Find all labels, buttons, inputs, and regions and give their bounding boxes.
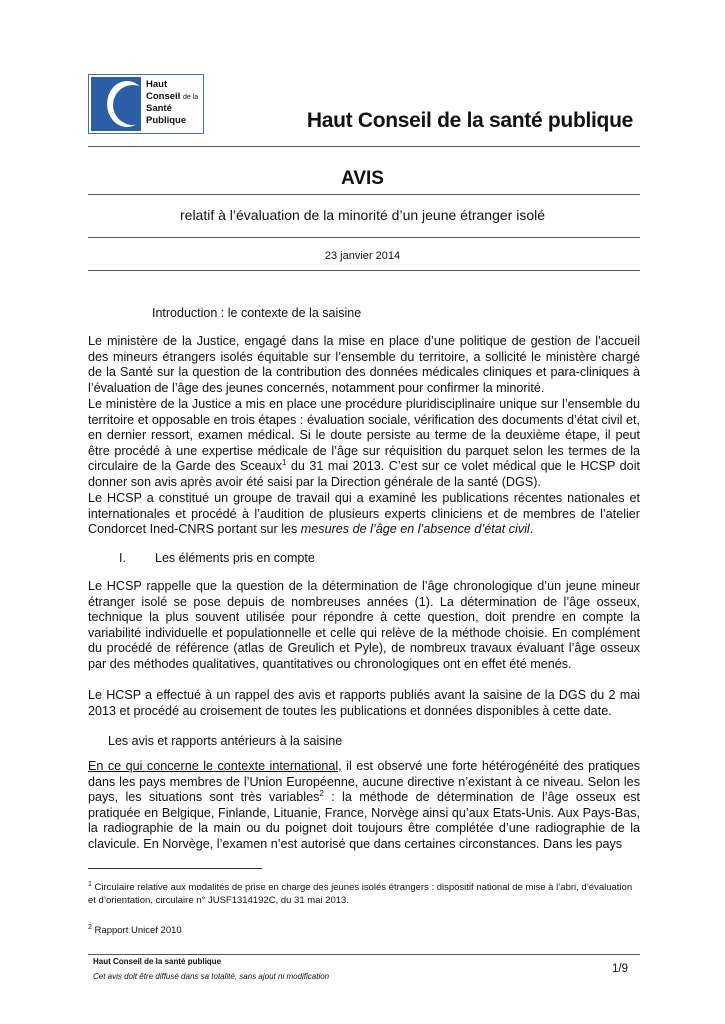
text-run: Le HCSP a constitué un groupe de travail qui a examiné les publications récentes nationales et internationales et procédé à l’audition de plusieurs experts cliniciens et de membres de l’atelier Condorcet Ined-CNRS portant sur les xyxy=(88,491,640,537)
divider xyxy=(88,237,640,238)
section-number: I. xyxy=(119,551,126,565)
document-type: AVIS xyxy=(341,168,384,189)
footnote-1 xyxy=(88,878,640,907)
hcsp-logo xyxy=(88,74,204,134)
footnote-separator xyxy=(88,868,262,869)
text-run: du 31 mai 2013. C’est sur ce volet médical que le HCSP doit donner son avis après avoir été saisi par la Direction générale de la santé (DGS). xyxy=(88,459,640,489)
page-title: Haut Conseil de la santé publique xyxy=(306,109,633,132)
text-run: : la méthode de détermination de l’âge osseux est pratiquée en Belgique, Finlande, Lituanie, France, Norvège ainsi qu’aux Etats-Unis. Aux Pays-Bas, la radiographie de la main ou du poignet doit toujours être complétée d’une radiographie de la clavicule. En Norvège, l’examen n’est autorisé que dans certaines circonstances. Dans les pays xyxy=(88,790,640,851)
section-heading: Les éléments pris en compte xyxy=(155,551,315,565)
footnote-ref-1[interactable]: 1 xyxy=(281,458,287,468)
page-number: 1/9 xyxy=(612,963,628,975)
footnote-number: 1 xyxy=(88,881,92,888)
intro-heading: Introduction : le contexte de la saisine xyxy=(152,306,362,320)
intro-paragraph-1: Le ministère de la Justice, engagé dans la mise en place d’une politique de gestion de l’accueil des mineurs étrangers isolés équitable sur l’ensemble du territoire, a sollicité le ministère chargé de la Santé sur la question de la contribution des données médicales cliniques et para-cliniques à l’évaluation de l’âge des jeunes concernés, notamment pour confirmer la minorité. xyxy=(88,334,640,395)
text-run: . xyxy=(529,522,534,537)
text-run: il est observé une forte hétérogénéité des pratiques dans les pays membres de l’Union Européenne, aucune directive n’existant à ce niveau. Selon les pays, les situations sont très variables xyxy=(88,759,640,805)
logo-line-word: Conseil xyxy=(146,90,181,102)
subsection-heading: Les avis et rapports antérieurs à la saisine xyxy=(108,734,343,748)
section-paragraph-3 xyxy=(88,759,640,853)
logo-line: Haut xyxy=(146,79,168,90)
document-date: 23 janvier 2014 xyxy=(324,250,401,262)
logo-line-small: de la xyxy=(182,93,199,101)
footnote-text: Rapport Unicef 2010 xyxy=(91,925,182,937)
italic-run: mesures de l’âge en l’absence d’état civil xyxy=(300,522,530,537)
logo-line: Publique xyxy=(146,114,187,126)
footnote-text: Circulaire relative aux modalités de prise en charge des jeunes isolés étrangers : dispositif national de mise à l’abri, d’évaluation et d’orientation, circulaire n° JUSF1314192C, du 31 mai 2013. xyxy=(88,882,633,907)
logo-line xyxy=(146,91,198,104)
logo-text xyxy=(146,79,198,126)
footer-organization: Haut Conseil de la santé publique xyxy=(93,957,222,966)
footnote-number: 2 xyxy=(88,924,92,931)
footnote-ref-2[interactable]: 2 xyxy=(319,789,324,798)
divider xyxy=(88,146,640,147)
intro-paragraph-2 xyxy=(88,397,640,491)
footer-notice: Cet avis doit être diffusé dans sa totalité, sans ajout ni modification xyxy=(93,972,330,981)
document-subtitle: relatif à l’évaluation de la minorité d’un jeune étranger isolé xyxy=(180,207,545,223)
footer-divider xyxy=(88,954,640,955)
text-run: Le ministère de la Justice a mis en place une procédure pluridisciplinaire unique sur l’ensemble du territoire et opposable en trois étapes : évaluation sociale, vérification des documents d’état civil et, en dernier ressort, examen médical. Si le doute persiste au terme de la deuxième étape, il peut être procédé à une expertise médicale de l’âge sur réquisition du parquet selon les termes de la circulaire de la Garde des Sceaux xyxy=(88,397,640,474)
divider xyxy=(88,194,640,195)
divider xyxy=(88,270,640,271)
intro-paragraph-3 xyxy=(88,491,640,538)
underlined-run: En ce qui concerne le contexte international, xyxy=(88,759,342,773)
footnote-2 xyxy=(88,921,640,937)
logo-line: Santé xyxy=(146,103,172,115)
logo-emblem-icon xyxy=(91,77,141,131)
section-paragraph-1: Le HCSP rappelle que la question de la détermination de l’âge chronologique d’un jeune mineur étranger isolé se pose depuis de nombreuses années (1). La détermination de l’âge osseux, technique la plus souvent utilisée pour répondre à cette question, doit prendre en compte la variabilité individuelle et populationnelle et celle qui relève de la méthode choisie. En complément du procédé de référence (atlas de Greulich et Pyle), de nombreux travaux évaluant l’âge osseux par des méthodes qualitatives, quantitatives ou chronologiques ont en effet été menés. xyxy=(88,579,640,671)
section-paragraph-2: Le HCSP a effectué à un rappel des avis et rapports publiés avant la saisine de la DGS du 2 mai 2013 et procédé au croisement de toutes les publications et données disponibles à cette date. xyxy=(88,688,640,718)
